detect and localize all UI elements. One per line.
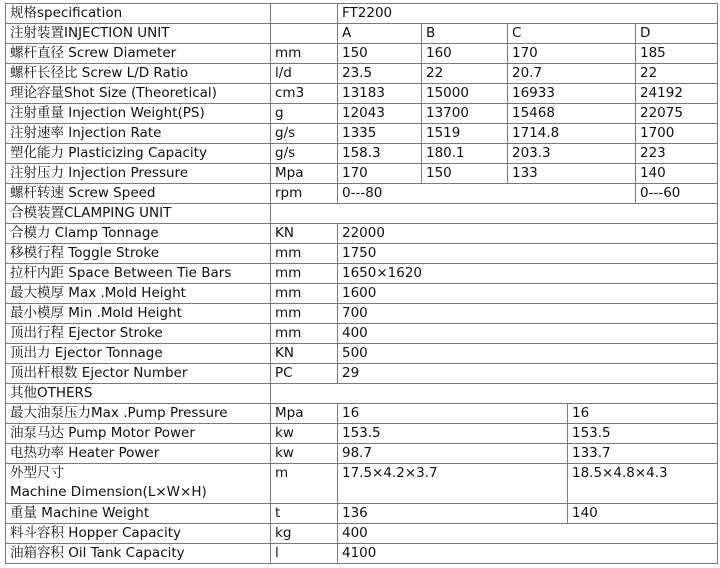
row-value-a: 23.5 bbox=[338, 64, 422, 84]
section-blank bbox=[271, 384, 718, 404]
row-unit: m bbox=[271, 464, 338, 504]
table-row bbox=[6, 184, 718, 204]
injection-section-row bbox=[6, 24, 718, 44]
row-label-line-1: 外型尺寸 bbox=[10, 465, 64, 481]
spec-blank bbox=[271, 4, 338, 24]
row-value-b: 13700 bbox=[422, 104, 508, 124]
model-name: FT2200 bbox=[338, 4, 718, 24]
section-blank bbox=[271, 204, 718, 224]
table-row bbox=[6, 264, 718, 284]
table-row bbox=[6, 524, 718, 544]
row-value: 1750 bbox=[338, 244, 718, 264]
variant-b: B bbox=[422, 24, 508, 44]
row-unit: kw bbox=[271, 444, 338, 464]
row-label: 重量 Machine Weight bbox=[6, 504, 271, 524]
table-row bbox=[6, 404, 718, 424]
table-row bbox=[6, 364, 718, 384]
variant-d: D bbox=[636, 24, 718, 44]
table-row bbox=[6, 424, 718, 444]
row-value: 29 bbox=[338, 364, 718, 384]
row-unit: cm3 bbox=[271, 84, 338, 104]
table-row bbox=[6, 344, 718, 364]
row-unit: l bbox=[271, 544, 338, 564]
row-value-b: 1519 bbox=[422, 124, 508, 144]
row-label: 油箱容积 Oil Tank Capacity bbox=[6, 544, 271, 564]
row-value-a: 1335 bbox=[338, 124, 422, 144]
table-row bbox=[6, 124, 718, 144]
row-value-d: 140 bbox=[636, 164, 718, 184]
row-value-1: 153.5 bbox=[338, 424, 568, 444]
row-value-2: 140 bbox=[568, 504, 718, 524]
others-section-row bbox=[6, 384, 718, 404]
row-value-b: 150 bbox=[422, 164, 508, 184]
row-unit: Mpa bbox=[271, 404, 338, 424]
row-value: 400 bbox=[338, 524, 718, 544]
row-value-c: 133 bbox=[508, 164, 636, 184]
row-value-d: 0---60 bbox=[636, 184, 718, 204]
table-row bbox=[6, 544, 718, 564]
row-value-1: 16 bbox=[338, 404, 568, 424]
table-row bbox=[6, 164, 718, 184]
row-label: 螺杆长径比 Screw L/D Ratio bbox=[6, 64, 271, 84]
section-blank bbox=[271, 24, 338, 44]
table-row bbox=[6, 464, 718, 504]
row-unit: kw bbox=[271, 424, 338, 444]
row-unit: mm bbox=[271, 324, 338, 344]
row-value: 22000 bbox=[338, 224, 718, 244]
row-value-abc: 0---80 bbox=[338, 184, 636, 204]
row-unit: mm bbox=[271, 264, 338, 284]
table-row bbox=[6, 244, 718, 264]
row-value-2: 16 bbox=[568, 404, 718, 424]
row-unit: g/s bbox=[271, 124, 338, 144]
specification-table bbox=[5, 3, 718, 564]
row-unit: mm bbox=[271, 244, 338, 264]
row-unit: t bbox=[271, 504, 338, 524]
table-row bbox=[6, 144, 718, 164]
row-value-c: 16933 bbox=[508, 84, 636, 104]
table-row bbox=[6, 84, 718, 104]
row-label: 料斗容积 Hopper Capacity bbox=[6, 524, 271, 544]
row-value-a: 170 bbox=[338, 164, 422, 184]
row-value-d: 22 bbox=[636, 64, 718, 84]
row-value-b: 15000 bbox=[422, 84, 508, 104]
row-unit: rpm bbox=[271, 184, 338, 204]
row-value-c: 203.3 bbox=[508, 144, 636, 164]
row-value-b: 160 bbox=[422, 44, 508, 64]
row-label: 油泵马达 Pump Motor Power bbox=[6, 424, 271, 444]
row-value-2: 153.5 bbox=[568, 424, 718, 444]
row-unit: mm bbox=[271, 304, 338, 324]
row-label: 注射压力 Injection Pressure bbox=[6, 164, 271, 184]
row-value-1: 17.5×4.2×3.7 bbox=[338, 464, 568, 504]
row-value-a: 13183 bbox=[338, 84, 422, 104]
row-label: 最大模厚 Max .Mold Height bbox=[6, 284, 271, 304]
row-value-b: 180.1 bbox=[422, 144, 508, 164]
row-label: 理论容量Shot Size (Theoretical) bbox=[6, 84, 271, 104]
row-label: 拉杆内距 Space Between Tie Bars bbox=[6, 264, 271, 284]
row-value-d: 185 bbox=[636, 44, 718, 64]
row-label-line-2: Machine Dimension(L×W×H) bbox=[10, 484, 207, 500]
table-row bbox=[6, 44, 718, 64]
row-value-d: 223 bbox=[636, 144, 718, 164]
row-label: 注射速率 Injection Rate bbox=[6, 124, 271, 144]
section-title-injection: 注射装置INJECTION UNIT bbox=[6, 24, 271, 44]
row-label: 最大油泵压力Max .Pump Pressure bbox=[6, 404, 271, 424]
row-unit: KN bbox=[271, 344, 338, 364]
row-unit: l/d bbox=[271, 64, 338, 84]
row-label: 移模行程 Toggle Stroke bbox=[6, 244, 271, 264]
table-row bbox=[6, 444, 718, 464]
variant-c: C bbox=[508, 24, 636, 44]
row-value-a: 150 bbox=[338, 44, 422, 64]
row-value-b: 22 bbox=[422, 64, 508, 84]
row-label: 电热功率 Heater Power bbox=[6, 444, 271, 464]
variant-a: A bbox=[338, 24, 422, 44]
table-row bbox=[6, 104, 718, 124]
row-value-c: 1714.8 bbox=[508, 124, 636, 144]
row-unit: Mpa bbox=[271, 164, 338, 184]
row-label-two-line bbox=[6, 464, 271, 504]
table-row bbox=[6, 304, 718, 324]
section-title-others: 其他OTHERS bbox=[6, 384, 271, 404]
row-unit: g bbox=[271, 104, 338, 124]
table-row bbox=[6, 224, 718, 244]
row-label: 顶出杆根数 Ejector Number bbox=[6, 364, 271, 384]
row-unit: PC bbox=[271, 364, 338, 384]
row-label: 顶出行程 Ejector Stroke bbox=[6, 324, 271, 344]
row-value: 4100 bbox=[338, 544, 718, 564]
row-label: 合模力 Clamp Tonnage bbox=[6, 224, 271, 244]
row-value-a: 158.3 bbox=[338, 144, 422, 164]
row-label: 塑化能力 Plasticizing Capacity bbox=[6, 144, 271, 164]
row-value: 400 bbox=[338, 324, 718, 344]
row-value: 500 bbox=[338, 344, 718, 364]
row-label: 最小模厚 Min .Mold Height bbox=[6, 304, 271, 324]
row-value: 1650×1620 bbox=[338, 264, 718, 284]
table-row bbox=[6, 284, 718, 304]
row-label: 注射重量 Injection Weight(PS) bbox=[6, 104, 271, 124]
section-title-clamping: 合模装置CLAMPING UNIT bbox=[6, 204, 271, 224]
row-unit: g/s bbox=[271, 144, 338, 164]
row-value-d: 22075 bbox=[636, 104, 718, 124]
row-value-d: 24192 bbox=[636, 84, 718, 104]
row-value: 1600 bbox=[338, 284, 718, 304]
row-value-c: 20.7 bbox=[508, 64, 636, 84]
row-unit: mm bbox=[271, 44, 338, 64]
row-label: 螺杆转速 Screw Speed bbox=[6, 184, 271, 204]
table-row bbox=[6, 324, 718, 344]
row-value-2: 133.7 bbox=[568, 444, 718, 464]
row-unit: mm bbox=[271, 284, 338, 304]
table-row bbox=[6, 64, 718, 84]
row-value-c: 15468 bbox=[508, 104, 636, 124]
row-value-1: 98.7 bbox=[338, 444, 568, 464]
table-row bbox=[6, 504, 718, 524]
clamping-section-row bbox=[6, 204, 718, 224]
row-value: 700 bbox=[338, 304, 718, 324]
spec-label: 规格specification bbox=[6, 4, 271, 24]
row-value-2: 18.5×4.8×4.3 bbox=[568, 464, 718, 504]
row-label: 顶出力 Ejector Tonnage bbox=[6, 344, 271, 364]
row-value-a: 12043 bbox=[338, 104, 422, 124]
row-value-1: 136 bbox=[338, 504, 568, 524]
row-unit: KN bbox=[271, 224, 338, 244]
row-unit: kg bbox=[271, 524, 338, 544]
row-value-c: 170 bbox=[508, 44, 636, 64]
row-label: 螺杆直径 Screw Diameter bbox=[6, 44, 271, 64]
header-row bbox=[6, 4, 718, 24]
row-value-d: 1700 bbox=[636, 124, 718, 144]
